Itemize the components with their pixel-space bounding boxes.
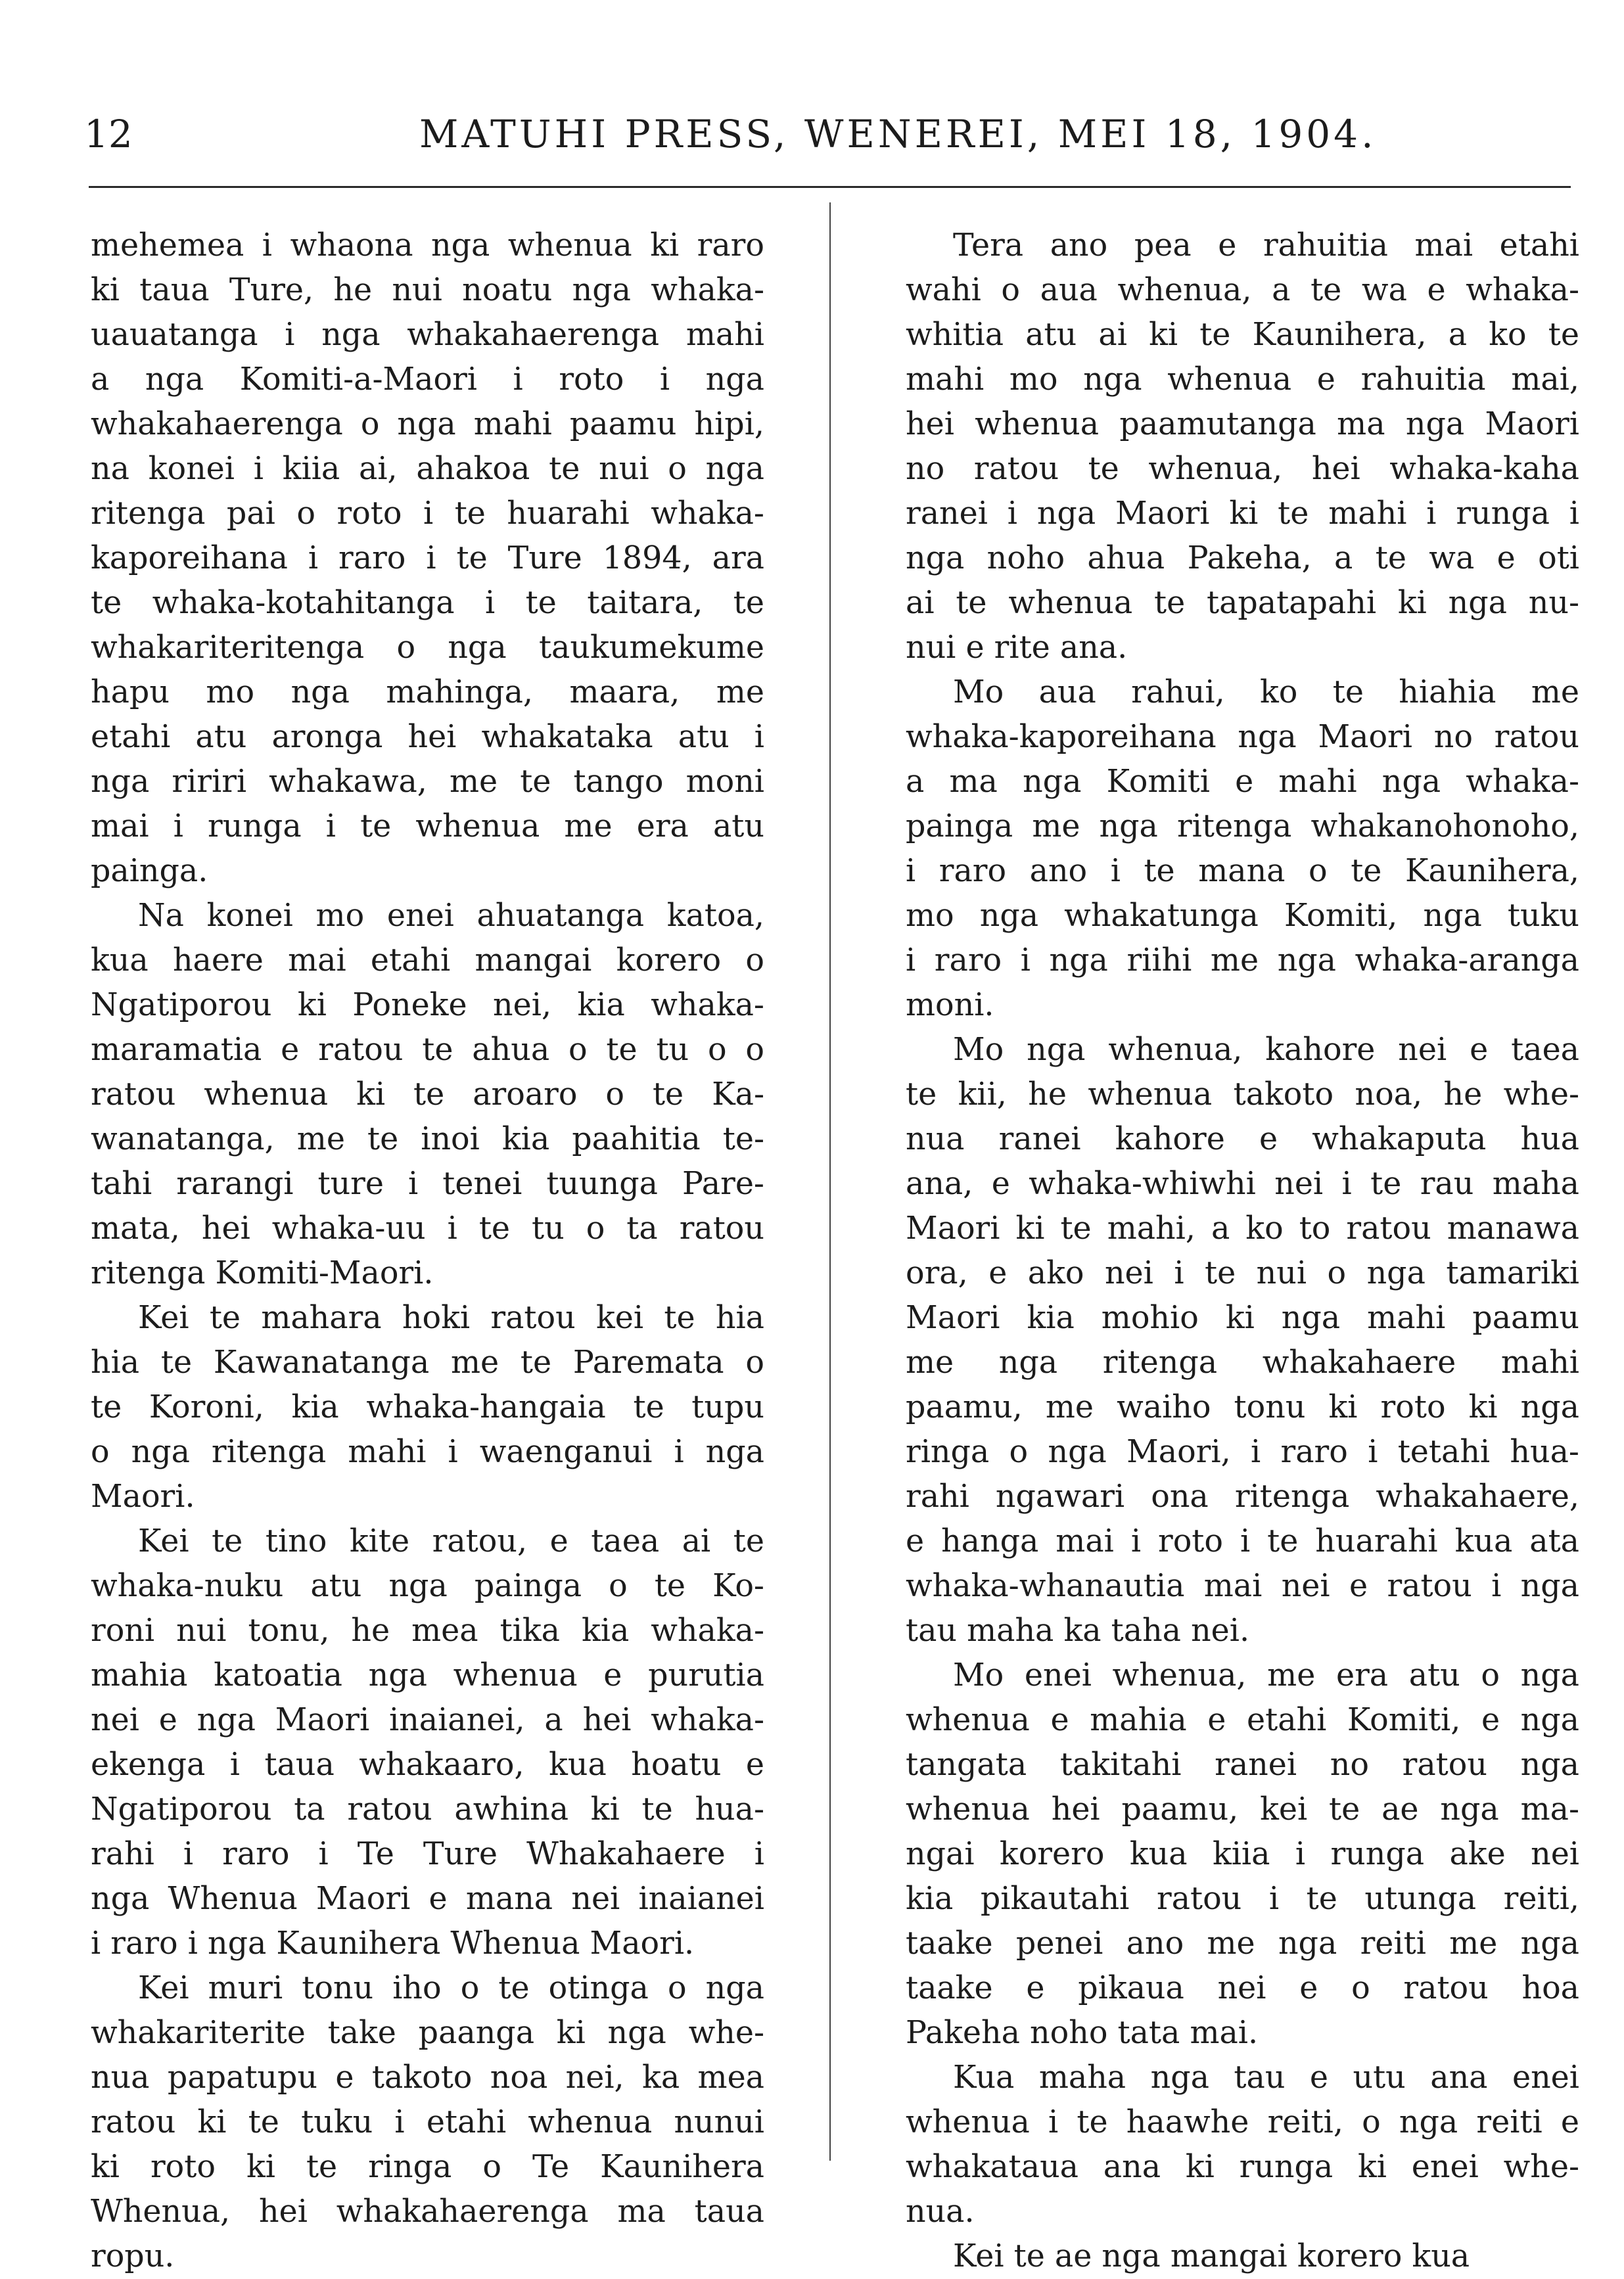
left-column bbox=[91, 223, 764, 2279]
text-line: painga. bbox=[91, 853, 208, 889]
text-line: Maori ki te mahi, a ko to ratou manawa bbox=[906, 1210, 1579, 1247]
paragraph bbox=[91, 1519, 764, 1966]
running-title: MATUHI PRESS, WENEREI, MEI 18, 1904. bbox=[419, 112, 1377, 156]
text-line: whaka-nuku atu nga painga o te Ko- bbox=[91, 1568, 764, 1604]
text-line: whakataua ana ki runga ki enei whe- bbox=[906, 2149, 1579, 2185]
paragraph bbox=[91, 1296, 764, 1519]
text-line: nua papatupu e takoto noa nei, ka mea bbox=[91, 2060, 764, 2096]
text-line: etahi atu aronga hei whakataka atu i bbox=[91, 719, 764, 755]
text-line: ranei i nga Maori ki te mahi i runga i bbox=[906, 495, 1579, 532]
text-line: no ratou te whenua, hei whaka-kaha bbox=[906, 451, 1579, 487]
text-line: mahia katoatia nga whenua e purutia bbox=[91, 1657, 764, 1693]
text-line: ropu. bbox=[91, 2238, 175, 2274]
text-line: nga Whenua Maori e mana nei inaianei bbox=[91, 1881, 764, 1917]
paragraph bbox=[906, 2234, 1579, 2279]
text-line: nga noho ahua Pakeha, a te wa e oti bbox=[906, 540, 1579, 576]
text-line: mata, hei whaka-uu i te tu o ta ratou bbox=[91, 1210, 764, 1247]
text-line: mehemea i whaona nga whenua ki raro bbox=[91, 227, 764, 264]
text-line: ngai korero kua kiia i runga ake nei bbox=[906, 1836, 1579, 1872]
text-line: whakariteritenga o nga taukumekume bbox=[91, 630, 764, 666]
text-line: mo nga whakatunga Komiti, nga tuku bbox=[906, 898, 1579, 934]
paragraph bbox=[906, 2056, 1579, 2234]
text-line: i raro i nga riihi me nga whaka-aranga bbox=[906, 942, 1579, 978]
text-line: e hanga mai i roto i te huarahi kua ata bbox=[906, 1523, 1579, 1559]
text-line: kia pikautahi ratou i te utunga reiti, bbox=[906, 1881, 1579, 1917]
text-line: whenua i te haawhe reiti, o nga reiti e bbox=[906, 2104, 1579, 2140]
text-line: taake penei ano me nga reiti me nga bbox=[906, 1925, 1579, 1962]
text-line: rahi ngawari ona ritenga whakahaere, bbox=[906, 1479, 1579, 1515]
text-line: ana, e whaka-whiwhi nei i te rau maha bbox=[906, 1166, 1579, 1202]
page-number: 12 bbox=[84, 112, 133, 156]
text-line: nui e rite ana. bbox=[906, 630, 1128, 666]
text-line: me nga ritenga whakahaere mahi bbox=[906, 1345, 1579, 1381]
text-line: ringa o nga Maori, i raro i tetahi hua- bbox=[906, 1434, 1579, 1470]
paragraph bbox=[91, 223, 764, 894]
text-line: ai te whenua te tapatapahi ki nga nu- bbox=[906, 585, 1579, 621]
text-line: whenua hei paamu, kei te ae nga ma- bbox=[906, 1791, 1579, 1828]
text-line: nei e nga Maori inaianei, a hei whaka- bbox=[91, 1702, 764, 1738]
text-line: Tera ano pea e rahuitia mai etahi bbox=[953, 227, 1579, 264]
text-line: ratou whenua ki te aroaro o te Ka- bbox=[91, 1076, 764, 1113]
text-line: Mo aua rahui, ko te hiahia me bbox=[953, 674, 1579, 710]
text-line: Kei te tino kite ratou, e taea ai te bbox=[138, 1523, 764, 1559]
text-line: Kei te ae nga mangai korero kua bbox=[953, 2238, 1470, 2274]
text-line: kua haere mai etahi mangai korero o bbox=[91, 942, 764, 978]
paragraph bbox=[906, 670, 1579, 1028]
text-line: kaporeihana i raro i te Ture 1894, ara bbox=[91, 540, 764, 576]
paragraph bbox=[91, 894, 764, 1296]
text-line: whakariterite take paanga ki nga whe- bbox=[91, 2015, 764, 2051]
text-line: whakahaerenga o nga mahi paamu hipi, bbox=[91, 406, 764, 442]
text-line: ki roto ki te ringa o Te Kaunihera bbox=[91, 2149, 764, 2185]
text-line: whenua e mahia e etahi Komiti, e nga bbox=[906, 1702, 1579, 1738]
text-line: maramatia e ratou te ahua o te tu o o bbox=[91, 1032, 764, 1068]
text-line: mai i runga i te whenua me era atu bbox=[91, 808, 764, 844]
paragraph bbox=[91, 1966, 764, 2279]
text-line: Mo nga whenua, kahore nei e taea bbox=[953, 1032, 1579, 1068]
text-line: ritenga pai o roto i te huarahi whaka- bbox=[91, 495, 764, 532]
text-line: Whenua, hei whakahaerenga ma taua bbox=[91, 2194, 764, 2230]
text-line: rahi i raro i Te Ture Whakahaere i bbox=[91, 1836, 764, 1872]
column-separator bbox=[829, 202, 831, 2161]
text-line: whitia atu ai ki te Kaunihera, a ko te bbox=[906, 317, 1579, 353]
text-line: moni. bbox=[906, 987, 994, 1023]
text-line: ki taua Ture, he nui noatu nga whaka- bbox=[91, 272, 764, 308]
text-line: Kua maha nga tau e utu ana enei bbox=[953, 2060, 1579, 2096]
text-line: a ma nga Komiti e mahi nga whaka- bbox=[906, 764, 1579, 800]
text-line: Maori kia mohio ki nga mahi paamu bbox=[906, 1300, 1579, 1336]
paragraph bbox=[906, 1653, 1579, 2056]
text-line: paamu, me waiho tonu ki roto ki nga bbox=[906, 1389, 1579, 1425]
text-line: Ngatiporou ta ratou awhina ki te hua- bbox=[91, 1791, 764, 1828]
text-line: nga ririri whakawa, me te tango moni bbox=[91, 764, 764, 800]
text-line: Kei muri tonu iho o te otinga o nga bbox=[138, 1970, 764, 2006]
text-line: te Koroni, kia whaka-hangaia te tupu bbox=[91, 1389, 764, 1425]
text-line: whaka-whanautia mai nei e ratou i nga bbox=[906, 1568, 1579, 1604]
text-line: o nga ritenga mahi i waenganui i nga bbox=[91, 1434, 764, 1470]
text-line: Pakeha noho tata mai. bbox=[906, 2015, 1259, 2051]
text-line: roni nui tonu, he mea tika kia whaka- bbox=[91, 1613, 764, 1649]
text-line: hei whenua paamutanga ma nga Maori bbox=[906, 406, 1579, 442]
header-rule bbox=[89, 186, 1571, 188]
text-line: na konei i kiia ai, ahakoa te nui o nga bbox=[91, 451, 764, 487]
text-line: wahi o aua whenua, a te wa e whaka- bbox=[906, 272, 1579, 308]
text-line: uauatanga i nga whakahaerenga mahi bbox=[91, 317, 764, 353]
text-line: ritenga Komiti-Maori. bbox=[91, 1255, 434, 1291]
paragraph bbox=[906, 1028, 1579, 1653]
text-line: taake e pikaua nei e o ratou hoa bbox=[906, 1970, 1579, 2006]
text-line: tahi rarangi ture i tenei tuunga Pare- bbox=[91, 1166, 764, 1202]
text-line: ekenga i taua whakaaro, kua hoatu e bbox=[91, 1747, 764, 1783]
page-header bbox=[84, 112, 1563, 171]
text-line: ratou ki te tuku i etahi whenua nunui bbox=[91, 2104, 764, 2140]
text-line: ora, e ako nei i te nui o nga tamariki bbox=[906, 1255, 1579, 1291]
text-line: Mo enei whenua, me era atu o nga bbox=[953, 1657, 1579, 1693]
text-line: whaka-kaporeihana nga Maori no ratou bbox=[906, 719, 1579, 755]
text-line: i raro i nga Kaunihera Whenua Maori. bbox=[91, 1925, 695, 1962]
text-line: tangata takitahi ranei no ratou nga bbox=[906, 1747, 1579, 1783]
text-line: Ngatiporou ki Poneke nei, kia whaka- bbox=[91, 987, 764, 1023]
text-line: nua ranei kahore e whakaputa hua bbox=[906, 1121, 1579, 1157]
paragraph bbox=[906, 223, 1579, 670]
text-line: a nga Komiti-a-Maori i roto i nga bbox=[91, 361, 764, 398]
text-line: te kii, he whenua takoto noa, he whe- bbox=[906, 1076, 1579, 1113]
text-line: mahi mo nga whenua e rahuitia mai, bbox=[906, 361, 1579, 398]
text-line: wanatanga, me te inoi kia paahitia te- bbox=[91, 1121, 764, 1157]
text-line: Kei te mahara hoki ratou kei te hia bbox=[138, 1300, 764, 1336]
text-line: Maori. bbox=[91, 1479, 195, 1515]
text-line: nua. bbox=[906, 2194, 975, 2230]
text-line: hia te Kawanatanga me te Paremata o bbox=[91, 1345, 764, 1381]
text-line: Na konei mo enei ahuatanga katoa, bbox=[138, 898, 764, 934]
text-line: tau maha ka taha nei. bbox=[906, 1613, 1250, 1649]
text-line: te whaka-kotahitanga i te taitara, te bbox=[91, 585, 764, 621]
text-line: hapu mo nga mahinga, maara, me bbox=[91, 674, 764, 710]
right-column bbox=[906, 223, 1579, 2279]
text-line: painga me nga ritenga whakanohonoho, bbox=[906, 808, 1579, 844]
text-line: i raro ano i te mana o te Kaunihera, bbox=[906, 853, 1579, 889]
